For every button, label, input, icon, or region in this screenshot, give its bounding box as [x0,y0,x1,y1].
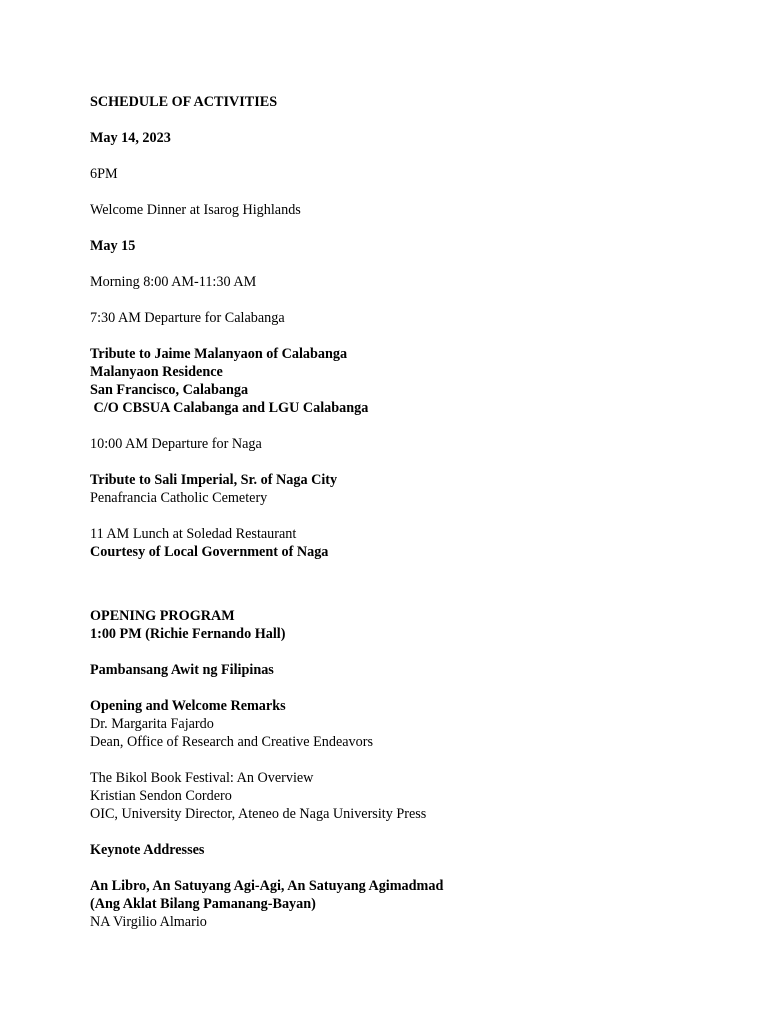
departure-naga: 10:00 AM Departure for Naga [90,436,262,452]
departure-calabanga: 7:30 AM Departure for Calabanga [90,310,285,326]
keynote-title: An Libro, An Satuyang Agi-Agi, An Satuyang Agimadmad [90,878,444,894]
overview-position: OIC, University Director, Ateneo de Naga University Press [90,806,427,822]
tribute1-courtesy: C/O CBSUA Calabanga and LGU Calabanga [90,400,369,416]
national-anthem: Pambansang Awit ng Filipinas [90,662,274,678]
overview-title: The Bikol Book Festival: An Overview [90,770,314,786]
welcome-title: Opening and Welcome Remarks [90,698,286,714]
tribute1-place: San Francisco, Calabanga [90,382,249,398]
document-page [90,93,730,931]
opening-program-time: 1:00 PM (Richie Fernando Hall) [90,626,286,642]
keynote-subtitle: (Ang Aklat Bilang Pamanang-Bayan) [90,896,316,912]
day1-date: May 14, 2023 [90,130,171,146]
tribute1-venue: Malanyaon Residence [90,364,223,380]
lunch-courtesy: Courtesy of Local Government of Naga [90,544,329,560]
morning-session: Morning 8:00 AM-11:30 AM [90,274,257,290]
day1-time: 6PM [90,166,118,182]
tribute2-venue: Penafrancia Catholic Cemetery [90,490,268,506]
lunch-event: 11 AM Lunch at Soledad Restaurant [90,526,297,542]
welcome-position: Dean, Office of Research and Creative Endeavors [90,734,373,750]
keynote-heading: Keynote Addresses [90,842,205,858]
welcome-speaker: Dr. Margarita Fajardo [90,716,214,732]
tribute1-title: Tribute to Jaime Malanyaon of Calabanga [90,346,348,362]
day2-date: May 15 [90,238,136,254]
opening-program-title: OPENING PROGRAM [90,608,235,624]
tribute2-title: Tribute to Sali Imperial, Sr. of Naga City [90,472,338,488]
overview-speaker: Kristian Sendon Cordero [90,788,232,804]
keynote-speaker: NA Virgilio Almario [90,914,207,930]
schedule-title: SCHEDULE OF ACTIVITIES [90,94,278,110]
day1-event: Welcome Dinner at Isarog Highlands [90,202,301,218]
